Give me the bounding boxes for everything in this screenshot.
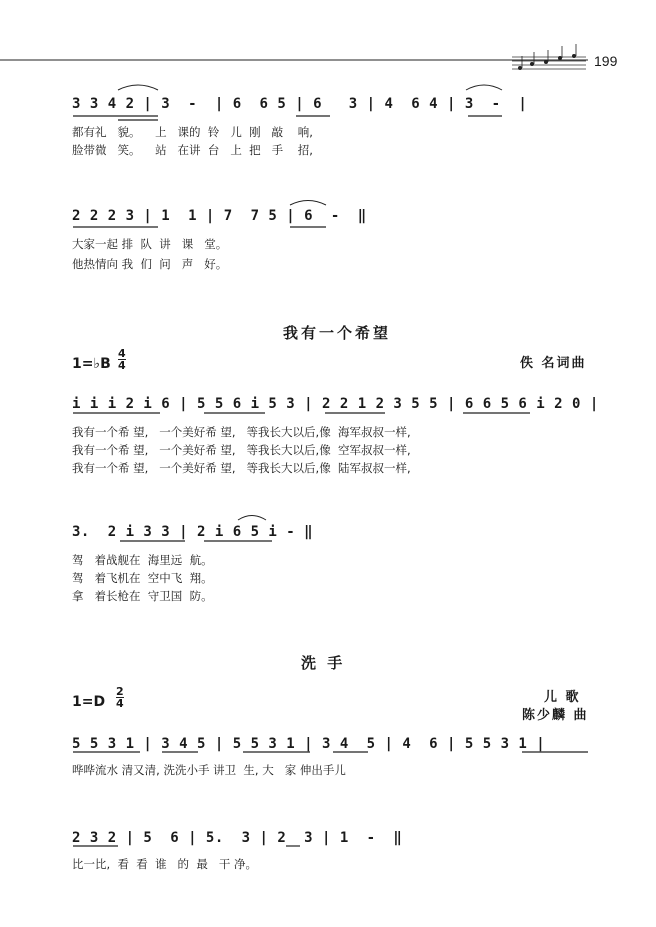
song3-title: 洗 手 <box>301 654 346 672</box>
song3-key: 1=D <box>72 694 106 710</box>
song2-lyric-line2-verse1: 驾 着战舰在 海里远 航。 <box>72 553 213 567</box>
song1-notes-line2: 2 2 2 3 | 1 1 | 7 7 5 | 6 - ‖ <box>72 208 367 224</box>
song1-lyric-line1-verse2: 脸带微 笑。 站 在讲 台 上 把 手 招, <box>72 143 313 157</box>
song3-credit-composer: 陈少麟 曲 <box>522 708 589 723</box>
song2-time-signature: 4 4 <box>118 347 126 372</box>
music-staff-icon <box>512 44 586 70</box>
song2-title: 我有一个希望 <box>283 324 392 342</box>
song2-lyric-line1-verse3: 我有一个希 望, 一个美好希 望, 等我长大以后,像 陆军叔叔一样, <box>72 461 411 475</box>
song3-time-signature: 2 4 <box>116 685 124 710</box>
song1-notes-line1: 3 3 4 2 | 3 - | 6 6 5 | 6 3 | 4 6 4 | 3 - | <box>72 96 528 112</box>
song3-lyric-line2: 比一比, 看 看 谁 的 最 干 净。 <box>72 857 257 871</box>
song2-lyric-line2-verse2: 驾 着飞机在 空中飞 翔。 <box>72 571 213 585</box>
song2-lyric-line1-verse2: 我有一个希 望, 一个美好希 望, 等我长大以后,像 空军叔叔一样, <box>72 443 411 457</box>
page-number: 199 <box>594 53 618 69</box>
song1-lyric-line1-verse1: 都有礼 貌。 上 课的 铃 儿 刚 敲 响, <box>72 125 313 139</box>
song2-notes-line2: 3. 2 i 3 3 | 2 i 6 5 i - ‖ <box>72 524 314 540</box>
song3-lyric-line1: 哗哗流水 清又清, 洗洗小手 讲卫 生, 大 家 伸出手儿 <box>72 763 346 777</box>
song3-notes-line1: 5 5 3 1 | 3 4 5 | 5 5 3 1 | 3 4 5 | 4 6 | 5 5 3 1 | <box>72 736 546 752</box>
song1-lyric-line2-verse2: 他热情向 我 们 问 声 好。 <box>72 257 228 271</box>
song2-credit: 佚 名词曲 <box>520 356 587 371</box>
song2-notes-line1: i i i 2 i 6 | 5 5 6 i 5 3 | 2 2 1 2 3 5 5 | 6 6 5 6 i 2 0 | <box>72 396 599 412</box>
song3-credit-lyrics: 儿 歌 <box>544 690 581 705</box>
song1-lyric-line2-verse1: 大家一起 排 队 讲 课 堂。 <box>72 237 228 251</box>
song3-notes-line2: 2 3 2 | 5 6 | 5. 3 | 2 3 | 1 - ‖ <box>72 830 403 846</box>
song2-lyric-line1-verse1: 我有一个希 望, 一个美好希 望, 等我长大以后,像 海军叔叔一样, <box>72 425 411 439</box>
song2-key: 1=♭B <box>72 356 111 372</box>
song2-lyric-line2-verse3: 拿 着长枪在 守卫国 防。 <box>72 589 213 603</box>
